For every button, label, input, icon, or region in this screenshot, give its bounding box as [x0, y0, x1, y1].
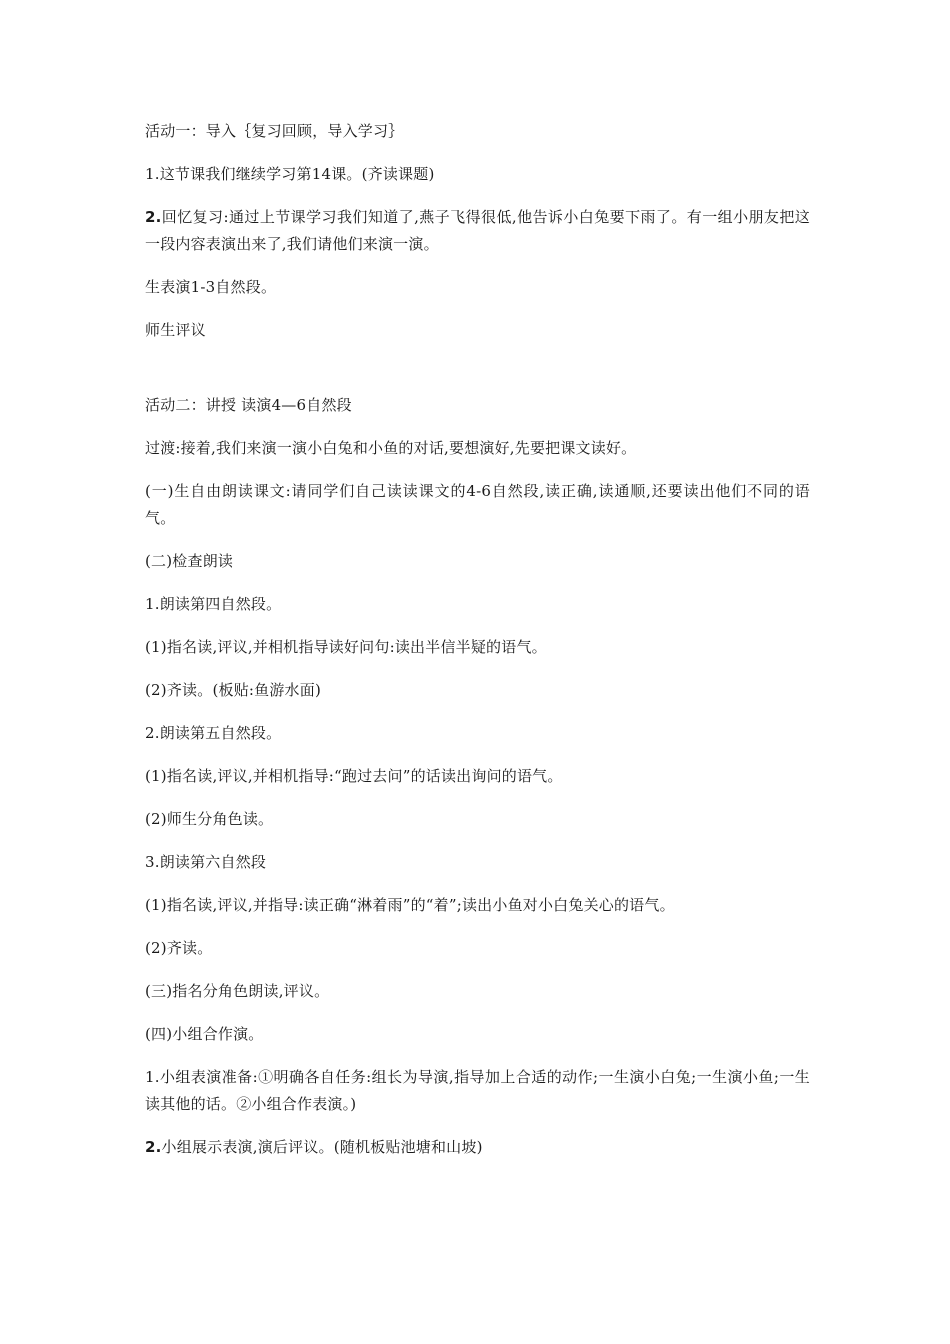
paragraph: 1.这节课我们继续学习第14课。(齐读课题)	[145, 165, 435, 183]
paragraph: 过渡:接着,我们来演一演小白兔和小鱼的对话,要想演好,先要把课文读好。	[145, 439, 637, 457]
activity-1-heading: 活动一：导入｛复习回顾，导入学习｝	[145, 122, 404, 140]
paragraph: 2.朗读第五自然段。	[145, 724, 282, 742]
paragraph: (二)检查朗读	[145, 552, 234, 570]
document-page	[145, 118, 810, 1177]
paragraph: 3.朗读第六自然段	[145, 853, 267, 871]
paragraph: (1)指名读,评议,并相机指导读好问句:读出半信半疑的语气。	[145, 638, 547, 656]
paragraph: (一)生自由朗读课文:请同学们自己读读课文的4-6自然段,读正确,读通顺,还要读出他们不同的语气。	[145, 482, 810, 527]
paragraph: (1)指名读,评议,并相机指导:“跑过去问”的话读出询问的语气。	[145, 767, 563, 785]
paragraph: (四)小组合作演。	[145, 1025, 264, 1043]
paragraph: 生表演1-3自然段。	[145, 278, 277, 296]
paragraph: 1.小组表演准备:①明确各自任务:组长为导演,指导加上合适的动作;一生演小白兔;一生演小鱼;一生读其他的话。②小组合作表演。)	[145, 1068, 810, 1113]
paragraph: 2.小组展示表演,演后评议。(随机板贴池塘和山坡)	[145, 1138, 483, 1156]
paragraph: 2.回忆复习:通过上节课学习我们知道了,燕子飞得很低,他告诉小白兔要下雨了。有一组小朋友把这一段内容表演出来了,我们请他们来演一演。	[145, 208, 810, 253]
paragraph: (三)指名分角色朗读,评议。	[145, 982, 330, 1000]
paragraph: 1.朗读第四自然段。	[145, 595, 282, 613]
paragraph: (1)指名读,评议,并指导:读正确“淋着雨”的“着”;读出小鱼对小白兔关心的语气。	[145, 896, 675, 914]
paragraph: (2)师生分角色读。	[145, 810, 274, 828]
paragraph: (2)齐读。	[145, 939, 213, 957]
activity-2-heading: 活动二：讲授 读演4—6自然段	[145, 396, 352, 414]
paragraph: 师生评议	[145, 321, 206, 339]
paragraph: (2)齐读。(板贴:鱼游水面)	[145, 681, 322, 699]
